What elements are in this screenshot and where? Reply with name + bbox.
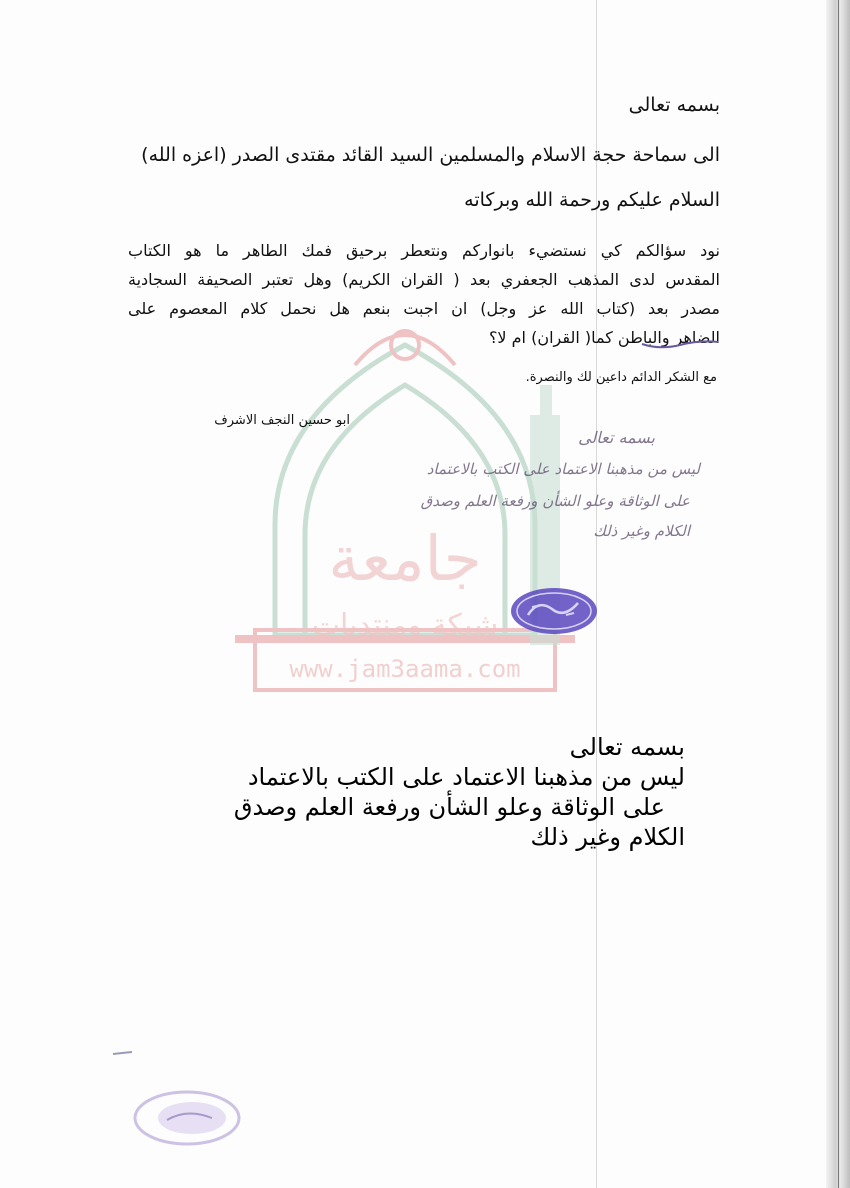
answer-line: ليس من مذهبنا الاعتماد على الكتب بالاعتماد — [247, 763, 685, 791]
basmala-heading: بسمه تعالى — [628, 94, 720, 116]
watermark-logo-text: جامعة — [328, 522, 482, 595]
handwritten-line: ليس من مذهبنا الاعتماد على الكتب بالاعتماد — [426, 460, 700, 478]
answer-line: الكلام وغير ذلك — [530, 823, 685, 851]
question-paragraph — [128, 236, 720, 352]
question-line: نود سؤالكم كي نستضيء بانواركم ونتعطر برحيق فمك الطاهر ما هو الكتاب — [128, 241, 720, 260]
ink-speck — [112, 1050, 134, 1056]
signer-name: ابو حسين النجف الاشرف — [214, 413, 350, 428]
answer-line: على الوثاقة وعلو الشأن ورفعة العلم وصدق — [233, 793, 665, 821]
recipient-line: الى سماحة حجة الاسلام والمسلمين السيد القائد مقتدى الصدر (اعزه الله) — [141, 144, 720, 166]
typed-answer — [215, 732, 685, 852]
faded-seal — [132, 1088, 242, 1148]
handwritten-reply — [320, 420, 700, 550]
question-line: الضاهر والباطن كما( القران) ام لا؟ — [488, 328, 720, 347]
handwritten-underline — [640, 336, 720, 352]
closing-line: مع الشكر الدائم داعين لك والنصرة. — [525, 370, 717, 385]
official-seal — [508, 585, 600, 637]
watermark-subtitle: شبكة ومنتديات — [311, 608, 499, 643]
handwritten-line: على الوثاقة وعلو الشأن ورفعة العلم وصدق — [420, 492, 690, 510]
watermark-url: www.jam3aama.com — [289, 655, 521, 683]
question-line: المقدس لدى المذهب الجعفري بعد ( القران الكريم) وهل تعتبر الصحيفة السجادية — [128, 270, 720, 289]
handwritten-line: بسمه تعالى — [578, 428, 655, 447]
answer-line: بسمه تعالى — [569, 733, 685, 761]
scanner-edge-line — [838, 0, 839, 1188]
handwritten-line: الكلام وغير ذلك — [593, 522, 690, 540]
question-line: مصدر بعد (كتاب الله عز وجل) ان اجبت بنعم هل نحمل كلام المعصوم على — [128, 299, 720, 318]
greeting-line: السلام عليكم ورحمة الله وبركاته — [464, 189, 720, 211]
